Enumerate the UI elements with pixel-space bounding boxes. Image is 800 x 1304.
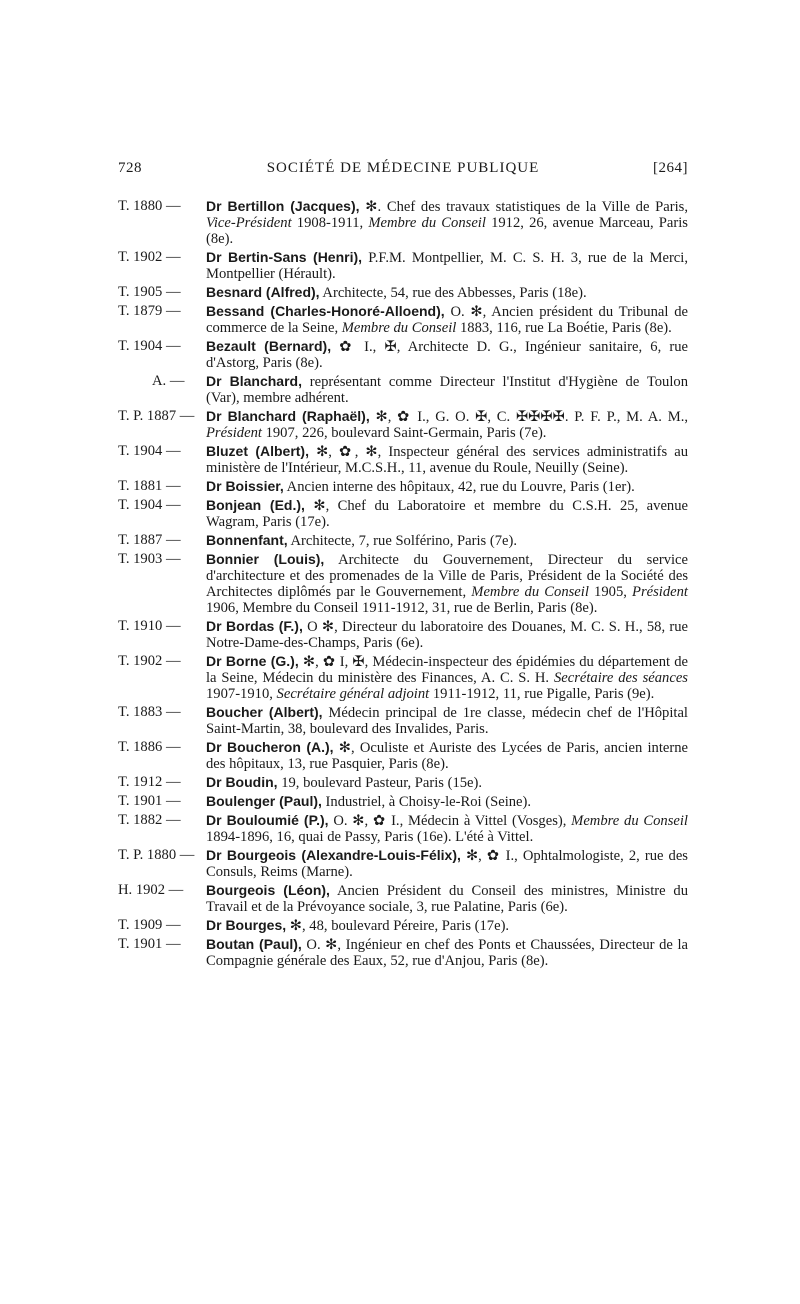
member-entry: [118, 284, 688, 301]
member-entry: [118, 618, 688, 651]
entry-italic: Membre du Conseil: [368, 215, 486, 231]
entry-code: T. 1887 —: [118, 532, 181, 548]
member-name: Dr Bourges,: [206, 917, 287, 933]
entry-italic: Membre du Conseil: [571, 813, 688, 829]
member-name: Boutan (Paul),: [206, 936, 302, 952]
member-entry: [118, 653, 688, 702]
running-title: SOCIÉTÉ DE MÉDECINE PUBLIQUE: [266, 160, 540, 176]
member-entry: [118, 704, 688, 737]
entry-code: T. 1904 —: [118, 497, 181, 513]
page-header: [118, 160, 688, 182]
entry-code: T. 1886 —: [118, 739, 181, 755]
entry-text: 19, boulevard Pasteur, Paris (15e).: [277, 775, 483, 791]
member-entry: [118, 198, 688, 247]
entry-italic: Membre du Conseil: [341, 320, 457, 336]
entry-code: T. 1880 —: [118, 198, 181, 214]
entry-text: Industriel, à Choisy-le-Roi (Seine).: [321, 794, 532, 810]
entry-text: ✻, ✿, ✻, Inspecteur général des services administratifs au ministère de l'Intérieur, M.C.S.H., 11, avenue du Roule, Neuilly (Seine).: [206, 444, 688, 476]
entry-italic: Président: [632, 584, 688, 600]
member-entry: [118, 249, 688, 282]
member-entry: [118, 812, 688, 845]
entry-text: O. ✻, ✿ I., Médecin à Vittel (Vosges),: [328, 813, 572, 829]
member-entry: [118, 936, 688, 969]
entry-text: 1906, Membre du Conseil 1911-1912, 31, rue de Berlin, Paris (8e).: [206, 600, 598, 616]
member-name: Dr Blanchard,: [206, 373, 302, 389]
member-entry: [118, 532, 688, 549]
member-entry: [118, 303, 688, 336]
entry-text: O. ✻, Ancien président du Tribunal de commerce de la Seine,: [206, 304, 688, 336]
entry-text: ✻, Oculiste et Auriste des Lycées de Paris, ancien interne des hôpitaux, 13, rue Pasquier, Paris (8e).: [206, 740, 688, 772]
entry-italic: Président: [206, 425, 262, 441]
entry-text: Architecte du Gouvernement, Directeur du service d'architecture et des promenades de la Ville de Paris, Président de la Société des Architectes diplômés par le Gouvernement,: [206, 552, 688, 600]
entry-text: ✻, ✿ I, ✠, Médecin-inspecteur des épidémies du département de la Seine, Médecin du ministère des Finances, A. C. S. H.: [206, 654, 688, 686]
entry-code: T. 1904 —: [118, 443, 181, 459]
entry-code: T. 1903 —: [118, 551, 181, 567]
entry-code: A. —: [152, 373, 185, 389]
member-name: Dr Bertillon (Jacques),: [206, 198, 360, 214]
member-list: [118, 198, 688, 971]
member-name: Dr Bordas (F.),: [206, 618, 303, 634]
entry-text: ✻, ✿ I., G. O. ✠, C. ✠✠✠✠. P. F. P., M. A. M.,: [369, 409, 688, 425]
entry-text: 1894-1896, 16, quai de Passy, Paris (16e). L'été à Vittel.: [206, 829, 534, 845]
member-name: Bessand (Charles-Honoré-Alloend),: [206, 303, 445, 319]
entry-italic: Vice-Président: [206, 215, 292, 231]
entry-text: ✻. Chef des travaux statistiques de la Ville de Paris,: [359, 199, 688, 215]
member-entry: [118, 338, 688, 371]
entry-code: T. P. 1887 —: [118, 408, 195, 424]
member-entry: [118, 793, 688, 810]
entry-text: O. ✻, Ingénieur en chef des Ponts et Chaussées, Directeur de la Compagnie générale des Eaux, 52, rue d'Anjou, Paris (8e).: [206, 937, 688, 969]
member-entry: [118, 917, 688, 934]
entry-code: T. P. 1880 —: [118, 847, 195, 863]
member-name: Bonnier (Louis),: [206, 551, 325, 567]
entry-text: P.F.M. Montpellier, M. C. S. H. 3, rue de la Merci, Montpellier (Hérault).: [206, 250, 688, 282]
member-entry: [118, 847, 688, 880]
signature-mark: [264]: [653, 160, 688, 176]
entry-text: ✻, ✿ I., Ophtalmologiste, 2, rue des Consuls, Reims (Marne).: [206, 848, 688, 880]
member-entry: [118, 739, 688, 772]
entry-text: Architecte, 7, rue Solférino, Paris (7e).: [287, 533, 518, 549]
entry-code: T. 1883 —: [118, 704, 181, 720]
member-name: Besnard (Alfred),: [206, 284, 320, 300]
entry-text: représentant comme Directeur l'Institut d'Hygiène de Toulon (Var), membre adhérent.: [206, 374, 688, 406]
member-name: Dr Bouloumié (P.),: [206, 812, 329, 828]
member-name: Bezault (Bernard),: [206, 338, 332, 354]
entry-code: T. 1912 —: [118, 774, 181, 790]
member-entry: [118, 443, 688, 476]
entry-code: T. 1909 —: [118, 917, 181, 933]
entry-italic: Membre du Conseil: [471, 584, 589, 600]
member-entry: [118, 408, 688, 441]
member-name: Dr Borne (G.),: [206, 653, 299, 669]
member-name: Bonjean (Ed.),: [206, 497, 305, 513]
entry-text: 1905,: [588, 584, 633, 600]
entry-text: Architecte, 54, rue des Abbesses, Paris (18e).: [319, 285, 587, 301]
entry-code: T. 1910 —: [118, 618, 181, 634]
member-name: Dr Blanchard (Raphaël),: [206, 408, 370, 424]
member-entry: [118, 478, 688, 495]
member-name: Bluzet (Albert),: [206, 443, 309, 459]
entry-text: 1911-1912, 11, rue Pigalle, Paris (9e).: [429, 686, 655, 702]
entry-code: T. 1882 —: [118, 812, 181, 828]
entry-text: 1883, 116, rue La Boétie, Paris (8e).: [456, 320, 672, 336]
entry-text: Ancien Président du Conseil des ministres, Ministre du Travail et de la Prévoyance sociale, 3, rue Palatine, Paris (6e).: [206, 883, 688, 915]
entry-code: T. 1881 —: [118, 478, 181, 494]
entry-text: 1907-1910,: [206, 686, 277, 702]
member-name: Dr Boudin,: [206, 774, 278, 790]
member-entry: [118, 774, 688, 791]
entry-code: T. 1905 —: [118, 284, 181, 300]
member-name: Bourgeois (Léon),: [206, 882, 330, 898]
entry-text: ✻, 48, boulevard Péreire, Paris (17e).: [286, 918, 510, 934]
entry-text: ✻, Chef du Laboratoire et membre du C.S.H. 25, avenue Wagram, Paris (17e).: [206, 498, 688, 530]
entry-text: Médecin principal de 1re classe, médecin chef de l'Hôpital Saint-Martin, 38, boulevard des Invalides, Paris.: [206, 705, 688, 737]
member-name: Dr Boissier,: [206, 478, 284, 494]
member-name: Bonnenfant,: [206, 532, 288, 548]
entry-text: 1912, 26, avenue Marceau, Paris (8e).: [206, 215, 688, 247]
member-entry: [118, 497, 688, 530]
entry-italic: Secrétaire des séances: [553, 670, 688, 686]
entry-code: T. 1902 —: [118, 653, 181, 669]
entry-text: Ancien interne des hôpitaux, 42, rue du Louvre, Paris (1er).: [283, 479, 635, 495]
entry-text: ✿ I., ✠, Architecte D. G., Ingénieur sanitaire, 6, rue d'Astorg, Paris (8e).: [206, 339, 689, 371]
member-name: Boulenger (Paul),: [206, 793, 322, 809]
page-number: 728: [118, 160, 142, 176]
member-entry: [118, 551, 688, 616]
entry-text: 1907, 226, boulevard Saint-Germain, Paris (7e).: [261, 425, 547, 441]
entry-text: 1908-1911,: [291, 215, 369, 231]
entry-code: T. 1901 —: [118, 793, 181, 809]
entry-code: T. 1904 —: [118, 338, 181, 354]
member-name: Boucher (Albert),: [206, 704, 323, 720]
entry-code: T. 1901 —: [118, 936, 181, 952]
entry-code: T. 1902 —: [118, 249, 181, 265]
entry-code: H. 1902 —: [118, 882, 184, 898]
member-entry: [118, 373, 688, 406]
member-name: Dr Boucheron (A.),: [206, 739, 334, 755]
member-entry: [118, 882, 688, 915]
member-name: Dr Bourgeois (Alexandre-Louis-Félix),: [206, 847, 461, 863]
entry-code: T. 1879 —: [118, 303, 181, 319]
entry-italic: Secrétaire général adjoint: [276, 686, 430, 702]
member-name: Dr Bertin-Sans (Henri),: [206, 249, 363, 265]
entry-text: O ✻, Directeur du laboratoire des Douanes, M. C. S. H., 58, rue Notre-Dame-des-Champs, Paris (6e).: [206, 619, 688, 651]
